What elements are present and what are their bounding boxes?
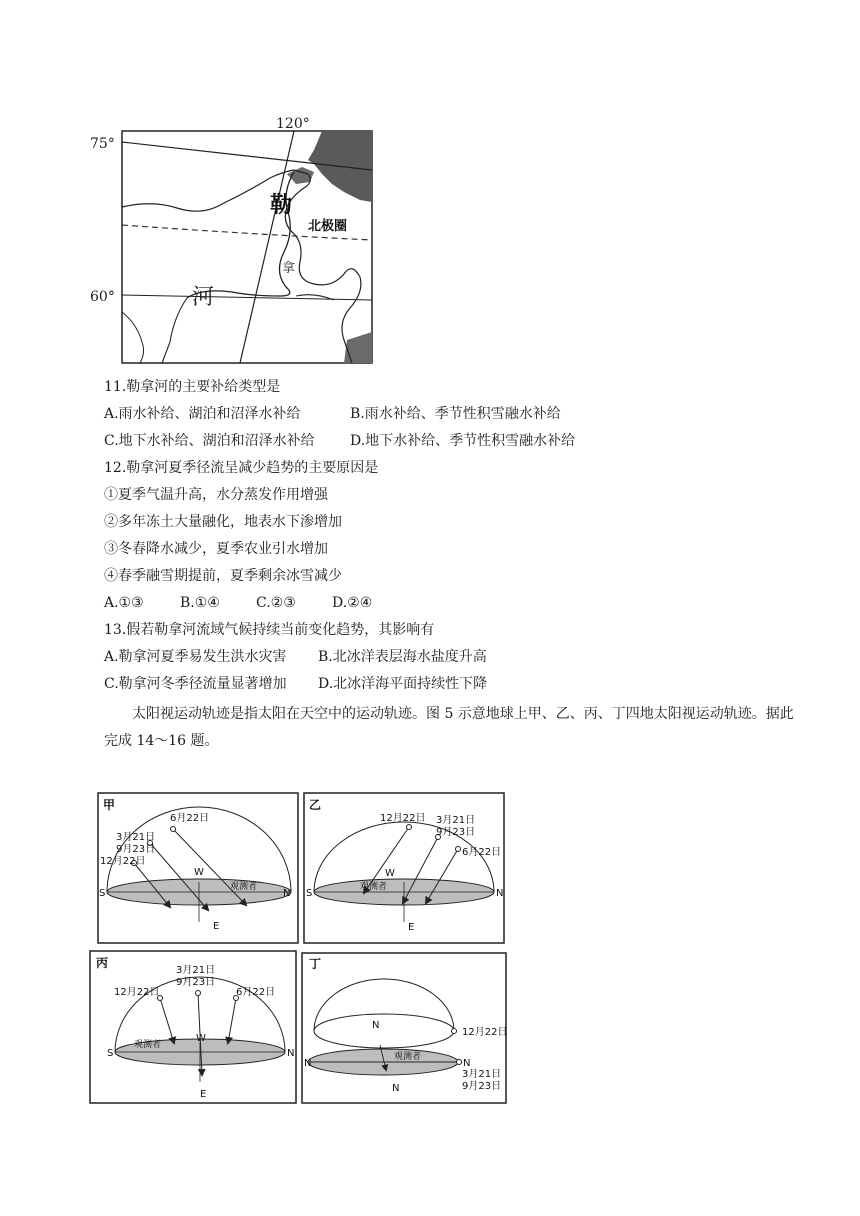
panel-bing-w: W [196, 1033, 206, 1044]
arctic-circle-label: 北极圈 [308, 219, 348, 234]
panel-bing-date-2: 9月23日 [176, 977, 216, 988]
okhotsk-shade [344, 332, 372, 363]
baikal-region [122, 312, 144, 363]
river-char-he: 河 [192, 285, 215, 310]
intro-paragraph: 太阳视运动轨迹是指太阳在天空中的运动轨迹。图 5 示意地球上甲、乙、丙、丁四地太阳视运动轨迹。据此完成 14～16 题。 [104, 706, 794, 749]
q12-statement-3: ③冬春降水减少，夏季农业引水增加 [104, 541, 328, 557]
q12-option-c[interactable]: C.②③ [256, 595, 296, 611]
sun-path-svg [78, 785, 523, 1107]
panel-jia-observer: 观测者 [230, 882, 258, 892]
q12-stem: 12.勒拿河夏季径流呈减少趋势的主要原因是 [104, 460, 379, 476]
panel-bing [90, 951, 296, 1103]
panel-bing-e: E [200, 1089, 207, 1100]
q12-option-a[interactable]: A.①③ [104, 595, 144, 611]
parallel-60 [122, 295, 372, 300]
panel-yi-date-1: 12月22日 [380, 813, 426, 824]
river-char-na: 拿 [282, 261, 296, 276]
panel-bing-s: S [107, 1048, 114, 1059]
panel-jia-title: 甲 [103, 798, 116, 812]
panel-jia-date-2: 3月21日 [116, 832, 156, 843]
panel-yi-s: S [306, 888, 313, 899]
upper-lena [162, 298, 187, 363]
q11-option-d[interactable]: D.地下水补给、季节性积雪融水补给 [350, 433, 576, 449]
panel-ding-observer: 观测者 [394, 1052, 422, 1062]
panel-ding-title: 丁 [309, 957, 322, 971]
q12-option-b[interactable]: B.①④ [180, 595, 220, 611]
panel-yi-date-2: 3月21日 [436, 815, 476, 826]
q13-option-c[interactable]: C.勒拿河冬季径流量显著增加 [104, 676, 287, 692]
lon-120-label: 120° [276, 116, 310, 132]
q13-option-b[interactable]: B.北冰洋表层海水盐度升高 [318, 649, 487, 665]
panel-yi-date-3: 9月23日 [436, 827, 476, 838]
panel-ding-n-top: N [372, 1020, 380, 1031]
sun-path-figure [78, 785, 523, 1107]
panel-bing-date-4: 6月22日 [236, 987, 276, 998]
lat-60-label: 60° [90, 289, 115, 305]
panel-bing-title: 丙 [96, 956, 109, 970]
q13-option-d[interactable]: D.北冰洋海平面持续性下降 [318, 676, 488, 692]
panel-yi-w: W [385, 868, 395, 879]
panel-ding-n-bottom: N [392, 1083, 400, 1094]
panel-yi-date-4: 6月22日 [462, 847, 502, 858]
panel-jia-date-1: 6月22日 [170, 813, 210, 824]
panel-ding-n-left: N [304, 1058, 312, 1069]
coastline [122, 170, 361, 363]
q11-stem: 11.勒拿河的主要补给类型是 [104, 379, 281, 395]
lena-river-line [187, 172, 294, 298]
lena-river-map [82, 112, 382, 370]
q12-statement-2: ②多年冻土大量融化，地表水下渗增加 [104, 514, 342, 530]
panel-jia-e: E [213, 921, 220, 932]
panel-jia-date-3: 9月23日 [116, 844, 156, 855]
q11-option-b[interactable]: B.雨水补给、季节性积雪融水补给 [350, 406, 561, 422]
q11-option-a[interactable]: A.雨水补给、湖泊和沼泽水补给 [104, 406, 301, 422]
panel-jia-date-4: 12月22日 [100, 856, 146, 867]
lat-75-label: 75° [90, 136, 115, 152]
q11-option-c[interactable]: C.地下水补给、湖泊和沼泽水补给 [104, 433, 315, 449]
river-char-le: 勒 [270, 192, 293, 218]
q13-stem: 13.假若勒拿河流域气候持续当前变化趋势，其影响有 [104, 622, 435, 638]
panel-yi-e: E [408, 922, 415, 933]
q13-option-a[interactable]: A.勒拿河夏季易发生洪水灾害 [104, 649, 287, 665]
map-svg [82, 112, 382, 370]
panel-ding-n-right: N [463, 1058, 471, 1069]
panel-jia-s: S [99, 888, 106, 899]
panel-ding-date-2: 3月21日 [462, 1069, 502, 1080]
panel-yi-title: 乙 [309, 798, 322, 812]
panel-ding-date-1: 12月22日 [462, 1027, 508, 1038]
panel-yi-observer: 观测者 [360, 882, 388, 892]
panel-jia-w: W [194, 867, 204, 878]
panel-ding-date-3: 9月23日 [462, 1081, 502, 1092]
panel-ding [302, 953, 507, 1103]
q12-statement-1: ①夏季气温升高，水分蒸发作用增强 [104, 487, 328, 503]
panel-jia-n: N [283, 888, 291, 899]
q12-statement-4: ④春季融雪期提前，夏季剩余冰雪减少 [104, 568, 342, 584]
panel-bing-n: N [287, 1048, 295, 1059]
panel-yi [304, 793, 504, 943]
panel-jia [98, 793, 298, 943]
panel-bing-date-3: 12月22日 [114, 987, 160, 998]
panel-bing-observer: 观测者 [134, 1040, 162, 1050]
panel-bing-date-1: 3月21日 [176, 965, 216, 976]
q12-option-d[interactable]: D.②④ [332, 595, 373, 611]
panel-yi-n: N [496, 888, 504, 899]
